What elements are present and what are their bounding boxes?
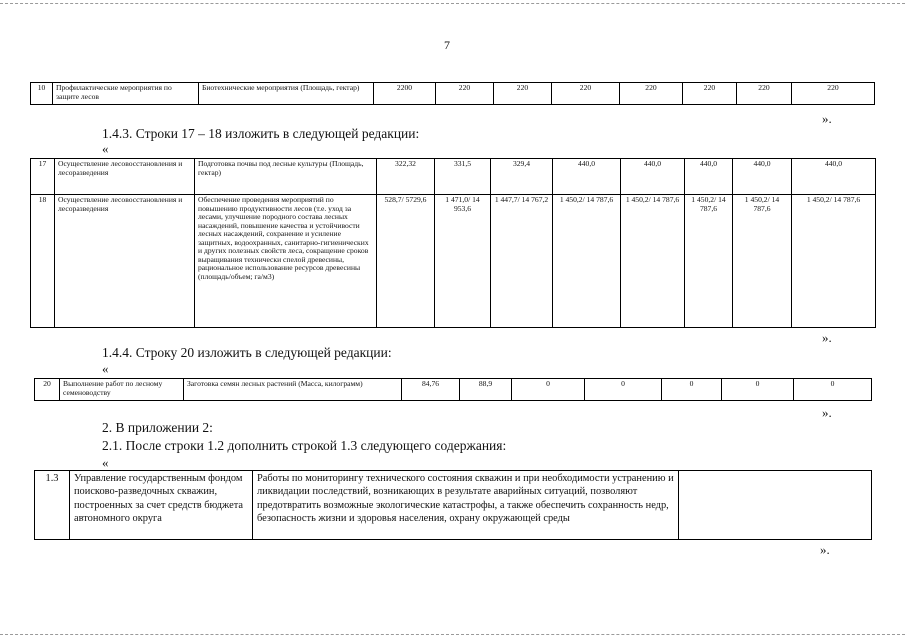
open-quote-3: « — [102, 455, 109, 470]
value-cell: 1 450,2/ 14 787,6 — [621, 195, 685, 328]
section-heading-2: 2. В приложении 2: — [102, 420, 213, 435]
activity-desc-cell: Подготовка почвы под лесные культуры (Площадь, гектар) — [195, 159, 377, 195]
row-number-cell: 1.3 — [35, 471, 70, 540]
activity-name-cell: Осуществление лесовосстановления и лесоразведения — [55, 159, 195, 195]
table-row — [35, 471, 872, 540]
empty-cell — [679, 471, 872, 540]
value-cell: 1 471,0/ 14 953,6 — [435, 195, 491, 328]
table-row — [31, 159, 876, 195]
row-number-cell: 10 — [31, 83, 53, 105]
value-cell: 528,7/ 5729,6 — [377, 195, 435, 328]
activity-desc-cell: Обеспечение проведения мероприятий по повышению продуктивности лесов (т.е. уход за лесами, улучшение породного состава лесных насаждений, повышение качества и устойчивости лесных насаждений, сохранение и усиление защитных, водоохранных, санитарно-гигиенических и других полезных свойств леса, сокращение сроков выращивания технически спелой древесины, рациональное использование ресурсов древесины (площадь/объем; га/м3) — [195, 195, 377, 328]
open-quote-2: « — [102, 361, 109, 376]
activity-name-cell: Осуществление лесовосстановления и лесоразведения — [55, 195, 195, 328]
value-cell: 220 — [552, 83, 620, 105]
section-heading-1-4-3: 1.4.3. Строки 17 – 18 изложить в следующей редакции: — [102, 126, 420, 141]
activity-desc-cell: Биотехнические мероприятия (Площадь, гектар) — [199, 83, 374, 105]
row-number-cell: 17 — [31, 159, 55, 195]
value-cell: 220 — [494, 83, 552, 105]
value-cell: 220 — [792, 83, 875, 105]
activity-name-cell: Выполнение работ по лесному семеноводству — [60, 379, 184, 401]
value-cell: 220 — [683, 83, 737, 105]
value-cell: 1 450,2/ 14 787,6 — [553, 195, 621, 328]
section-heading-2-1: 2.1. После строки 1.2 дополнить строкой 1.3 следующего содержания: — [102, 438, 507, 453]
section-heading-1-4-4: 1.4.4. Строку 20 изложить в следующей редакции: — [102, 345, 392, 360]
value-cell: 440,0 — [685, 159, 733, 195]
value-cell: 329,4 — [491, 159, 553, 195]
close-quote-4: ». — [820, 542, 830, 557]
table-row-1-3 — [34, 470, 872, 540]
value-cell: 88,9 — [460, 379, 512, 401]
value-cell: 220 — [436, 83, 494, 105]
value-cell: 84,76 — [402, 379, 460, 401]
table-row-20 — [34, 378, 872, 401]
value-cell: 0 — [585, 379, 662, 401]
activity-desc-cell: Работы по мониторингу технического состояния скважин и при необходимости устранению и ликвидации последствий, возникающих в результате аварийных ситуаций, позволяют предотвратить возможные экологические катастрофы, а также обеспечить сохранность недр, безопасность жизни и здоровья населения, охрану окружающей среды — [253, 471, 679, 540]
value-cell: 1 447,7/ 14 767,2 — [491, 195, 553, 328]
value-cell: 0 — [662, 379, 722, 401]
table-rows-17-18 — [30, 158, 876, 328]
value-cell: 440,0 — [733, 159, 792, 195]
activity-name-cell: Профилактические мероприятия по защите лесов — [53, 83, 199, 105]
table-row — [35, 379, 872, 401]
value-cell: 440,0 — [792, 159, 876, 195]
close-quote-3: ». — [822, 405, 832, 420]
scan-bottom-edge — [0, 634, 905, 635]
table-row — [31, 195, 876, 328]
value-cell: 0 — [794, 379, 872, 401]
activity-desc-cell: Заготовка семян лесных растений (Масса, килограмм) — [184, 379, 402, 401]
value-cell: 440,0 — [621, 159, 685, 195]
value-cell: 220 — [737, 83, 792, 105]
value-cell: 1 450,2/ 14 787,6 — [792, 195, 876, 328]
value-cell: 0 — [722, 379, 794, 401]
value-cell: 220 — [620, 83, 683, 105]
value-cell: 2200 — [374, 83, 436, 105]
table-row — [31, 83, 875, 105]
value-cell: 1 450,2/ 14 787,6 — [685, 195, 733, 328]
close-quote-2: ». — [822, 330, 832, 345]
value-cell: 0 — [512, 379, 585, 401]
value-cell: 331,5 — [435, 159, 491, 195]
table-row-10 — [30, 82, 875, 105]
value-cell: 440,0 — [553, 159, 621, 195]
value-cell: 1 450,2/ 14 787,6 — [733, 195, 792, 328]
scan-top-edge — [0, 3, 905, 4]
page-number: 7 — [444, 38, 450, 52]
open-quote-1: « — [102, 141, 109, 156]
row-number-cell: 20 — [35, 379, 60, 401]
activity-name-cell: Управление государственным фондом поисково-разведочных скважин, построенных за счет средств бюджета автономного округа — [70, 471, 253, 540]
row-number-cell: 18 — [31, 195, 55, 328]
value-cell: 322,32 — [377, 159, 435, 195]
close-quote-1: ». — [822, 111, 832, 126]
